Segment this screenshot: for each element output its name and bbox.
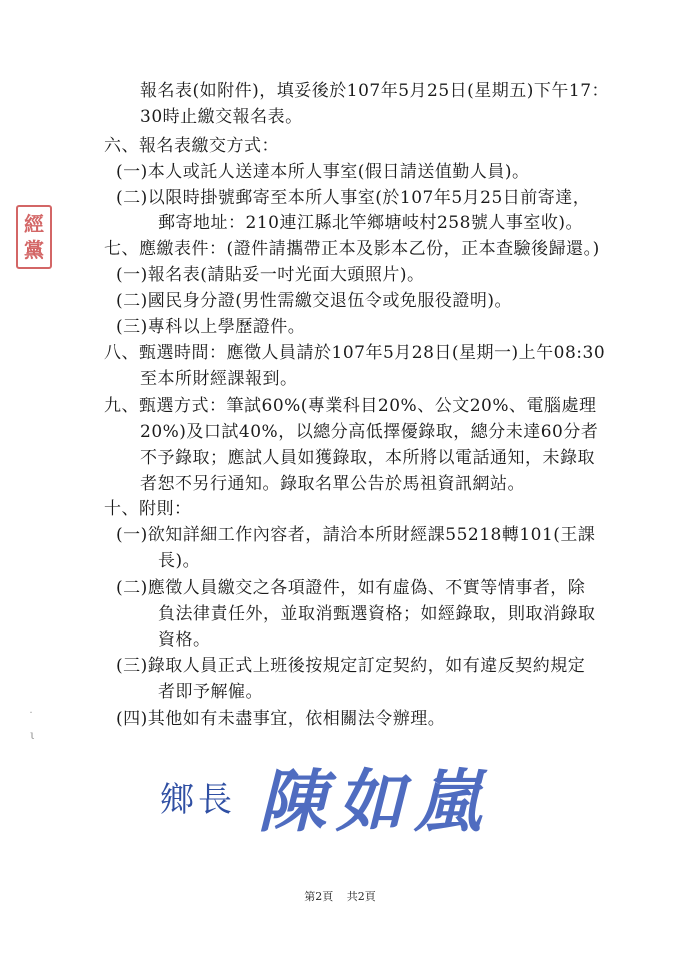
section-heading: 十、附則： xyxy=(104,499,192,519)
seal-char: 黨 xyxy=(24,238,44,262)
section-heading: 八、甄選時間：應徵人員請於107年5月28日(星期一)上午08:30 xyxy=(104,343,606,363)
text-line: 長)。 xyxy=(158,551,201,571)
page-number: 第2頁 xyxy=(304,890,334,903)
page-total: 共2頁 xyxy=(346,890,376,903)
section-heading: 六、報名表繳交方式： xyxy=(104,136,279,156)
list-item: (二)應徵人員繳交之各項證件，如有虛偽、不實等情事者，除 xyxy=(116,578,586,598)
text-line: 負法律責任外，並取消甄選資格；如經錄取，則取消錄取 xyxy=(158,604,596,624)
signature-title: 鄉長 xyxy=(160,780,236,820)
list-item: (二)國民身分證(男性需繳交退伍令或免服役證明)。 xyxy=(116,291,513,311)
margin-mark: ˙ xyxy=(28,710,34,724)
list-item: (一)報名表(請貼妥一吋光面大頭照片)。 xyxy=(116,265,425,285)
list-item: (三)專科以上學歷證件。 xyxy=(116,317,306,337)
list-item: (四)其他如有未盡事宜，依相關法令辦理。 xyxy=(116,709,446,729)
text-line: 報名表(如附件)，填妥後於107年5月25日(星期五)下午17： xyxy=(140,81,610,101)
list-item: (一)本人或託人送達本所人事室(假日請送值勤人員)。 xyxy=(116,162,530,182)
seal-char: 經 xyxy=(24,212,44,236)
list-item: (三)錄取人員正式上班後按規定訂定契約，如有違反契約規定 xyxy=(116,656,586,676)
text-line: 郵寄地址：210連江縣北竿鄉塘岐村258號人事室收)。 xyxy=(158,213,584,233)
text-line: 不予錄取；應試人員如獲錄取，本所將以電話通知，未錄取 xyxy=(140,448,595,468)
seal-stamp xyxy=(16,205,52,269)
text-line: 者恕不另行通知。錄取名單公告於馬祖資訊網站。 xyxy=(140,474,525,494)
list-item: (二)以限時掛號郵寄至本所人事室(於107年5月25日前寄達， xyxy=(116,188,591,208)
margin-mark: ι xyxy=(30,728,35,742)
list-item: (一)欲知詳細工作內容者，請洽本所財經課55218轉101(王課 xyxy=(116,525,596,545)
text-line: 20%)及口試40%，以總分高低擇優錄取，總分未達60分者 xyxy=(140,422,599,442)
text-line: 至本所財經課報到。 xyxy=(140,369,298,389)
signature-name: 陳如嵐 xyxy=(258,762,493,842)
section-heading: 九、甄選方式：筆試60%(專業科目20%、公文20%、電腦處理 xyxy=(104,396,597,416)
page-footer xyxy=(0,888,680,904)
text-line: 30時止繳交報名表。 xyxy=(140,107,303,127)
section-heading: 七、應繳表件：(證件請攜帶正本及影本乙份，正本查驗後歸還。) xyxy=(104,239,600,259)
text-line: 者即予解僱。 xyxy=(158,682,263,702)
text-line: 資格。 xyxy=(158,630,211,650)
